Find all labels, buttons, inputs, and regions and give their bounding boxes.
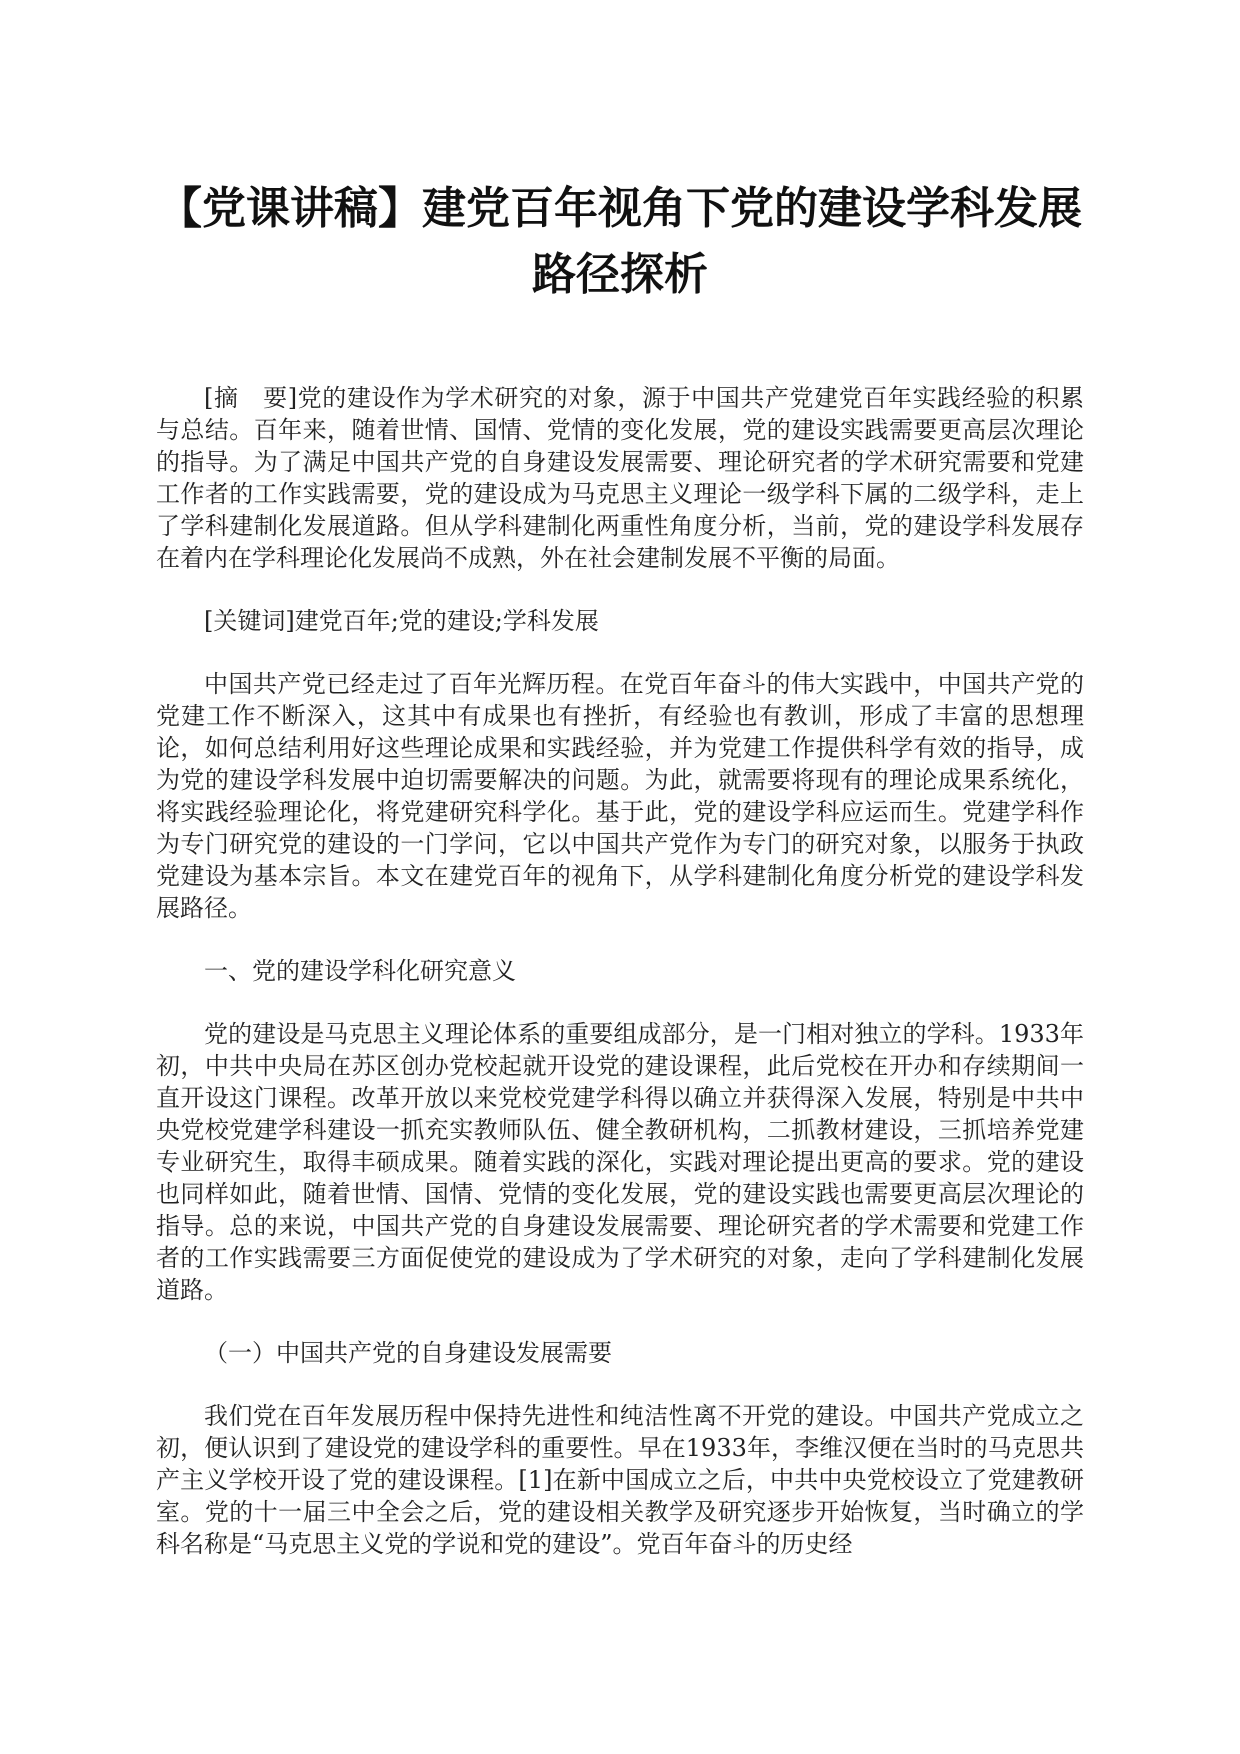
section-1-paragraph: 党的建设是马克思主义理论体系的重要组成部分，是一门相对独立的学科。1933年初，中共中央局在苏区创办党校起就开设党的建设课程，此后党校在开办和存续期间一直开设这门课程。改革开放以来党校党建学科得以确立并获得深入发展，特别是中共中央党校党建学科建设一抓充实教师队伍、健全教研机构，二抓教材建设，三抓培养党建专业研究生，取得丰硕成果。随着实践的深化，实践对理论提出更高的要求。党的建设也同样如此，随着世情、国情、党情的变化发展，党的建设实践也需要更高层次理论的指导。总的来说，中国共产党的自身建设发展需要、理论研究者的学术需要和党建工作者的工作实践需要三方面促使党的建设成为了学术研究的对象，走向了学科建制化发展道路。 xyxy=(156,1020,1084,1304)
document-body xyxy=(156,382,1084,1591)
keywords-paragraph: [关键词]建党百年;党的建设;学科发展 xyxy=(204,607,599,635)
intro-paragraph: 中国共产党已经走过了百年光辉历程。在党百年奋斗的伟大实践中，中国共产党的党建工作不断深入，这其中有成果也有挫折，有经验也有教训，形成了丰富的思想理论，如何总结利用好这些理论成果和实践经验，并为党建工作提供科学有效的指导，成为党的建设学科发展中迫切需要解决的问题。为此，就需要将现有的理论成果系统化，将实践经验理论化，将党建研究科学化。基于此，党的建设学科应运而生。党建学科作为专门研究党的建设的一门学问，它以中国共产党作为专门的研究对象，以服务于执政党建设为基本宗旨。本文在建党百年的视角下，从学科建制化角度分析党的建设学科发展路径。 xyxy=(156,670,1084,922)
document-title: 【党课讲稿】建党百年视角下党的建设学科发展路径探析 xyxy=(158,183,1082,300)
subsection-1-heading: （一）中国共产党的自身建设发展需要 xyxy=(204,1339,612,1367)
subsection-1-paragraph: 我们党在百年发展历程中保持先进性和纯洁性离不开党的建设。中国共产党成立之初，便认识到了建设党的建设学科的重要性。早在1933年，李维汉便在当时的马克思共产主义学校开设了党的建设课程。[1]在新中国成立之后，中共中央党校设立了党建教研室。党的十一届三中全会之后，党的建设相关教学及研究逐步开始恢复，当时确立的学科名称是“马克思主义党的学说和党的建设”。党百年奋斗的历史经 xyxy=(156,1402,1084,1558)
abstract-paragraph: [摘 要]党的建设作为学术研究的对象，源于中国共产党建党百年实践经验的积累与总结。百年来，随着世情、国情、党情的变化发展，党的建设实践需要更高层次理论的指导。为了满足中国共产党的自身建设发展需要、理论研究者的学术研究需要和党建工作者的工作实践需要，党的建设成为马克思主义理论一级学科下属的二级学科，走上了学科建制化发展道路。但从学科建制化两重性角度分析，当前，党的建设学科发展存在着内在学科理论化发展尚不成熟，外在社会建制发展不平衡的局面。 xyxy=(156,384,1084,572)
section-1-heading: 一、党的建设学科化研究意义 xyxy=(204,957,516,985)
